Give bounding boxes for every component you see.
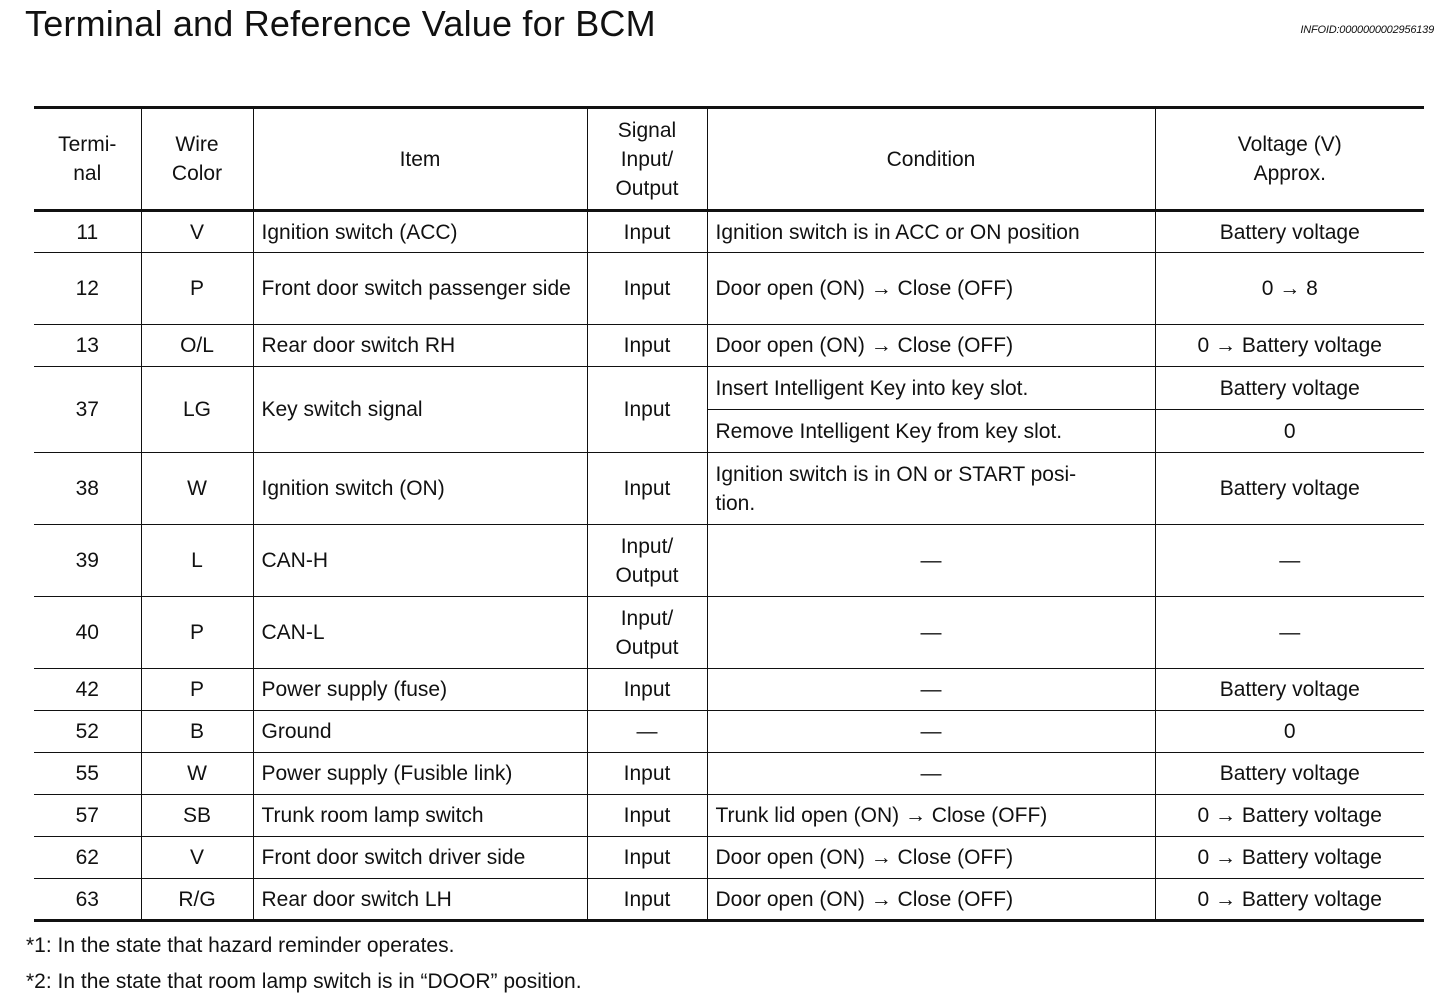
condition-cell: Trunk lid open (ON) → Close (OFF) [707,795,1155,837]
header-wire-color: Wire Color [141,108,253,211]
wire-color-cell: P [141,669,253,711]
condition-cell: — [707,711,1155,753]
voltage-cell: 0 → Battery voltage [1155,325,1424,367]
wire-color-cell: P [141,597,253,669]
terminal-cell: 42 [34,669,141,711]
item-cell: Front door switch driver side [253,837,587,879]
voltage-cell: Battery voltage [1155,669,1424,711]
terminal-cell: 62 [34,837,141,879]
voltage-cell: Battery voltage [1155,211,1424,253]
terminal-cell: 52 [34,711,141,753]
condition-cell: Ignition switch is in ON or START posi- tion. [707,453,1155,525]
signal-cell: Input [587,795,707,837]
table-row [34,753,1424,795]
item-cell: CAN-H [253,525,587,597]
terminal-cell: 39 [34,525,141,597]
signal-cell: Input [587,367,707,453]
terminal-cell: 13 [34,325,141,367]
page-title: Terminal and Reference Value for BCM [25,3,656,44]
table-row [34,711,1424,753]
condition-cell: Door open (ON) → Close (OFF) [707,253,1155,325]
table-row [34,669,1424,711]
terminal-cell: 37 [34,367,141,453]
footnote-1: *1: In the state that hazard reminder operates. [26,934,455,957]
wire-color-cell: B [141,711,253,753]
signal-cell: Input [587,753,707,795]
signal-cell: Input/ Output [587,525,707,597]
wire-color-cell: R/G [141,879,253,921]
footnote-2: *2: In the state that room lamp switch is in “DOOR” position. [26,970,582,993]
wire-color-cell: W [141,453,253,525]
item-cell: Trunk room lamp switch [253,795,587,837]
voltage-cell: 0 → Battery voltage [1155,837,1424,879]
signal-cell: Input [587,253,707,325]
voltage-cell: 0 → Battery voltage [1155,879,1424,921]
table-row [34,525,1424,597]
terminal-cell: 40 [34,597,141,669]
table-row [34,795,1424,837]
item-cell: Front door switch passenger side [253,253,587,325]
signal-cell: Input [587,879,707,921]
header-signal: Signal Input/ Output [587,108,707,211]
condition-cell: — [707,597,1155,669]
table-row [34,837,1424,879]
item-cell: Ignition switch (ACC) [253,211,587,253]
item-cell: Ground [253,711,587,753]
signal-cell: Input [587,669,707,711]
condition-cell: Remove Intelligent Key from key slot. [707,410,1155,453]
condition-cell: Ignition switch is in ACC or ON position [707,211,1155,253]
table-row [34,367,1424,410]
condition-cell: Door open (ON) → Close (OFF) [707,325,1155,367]
item-cell: CAN-L [253,597,587,669]
item-cell: Rear door switch RH [253,325,587,367]
item-cell: Ignition switch (ON) [253,453,587,525]
item-cell: Key switch signal [253,367,587,453]
table-row [34,325,1424,367]
signal-cell: Input [587,453,707,525]
item-cell: Power supply (Fusible link) [253,753,587,795]
voltage-cell: — [1155,597,1424,669]
condition-cell: Insert Intelligent Key into key slot. [707,367,1155,410]
terminal-cell: 38 [34,453,141,525]
voltage-cell: 0 [1155,410,1424,453]
signal-cell: Input/ Output [587,597,707,669]
table-row [34,253,1424,325]
condition-cell: — [707,753,1155,795]
wire-color-cell: V [141,211,253,253]
signal-cell: Input [587,211,707,253]
terminal-reference-table [34,106,1424,922]
header-condition: Condition [707,108,1155,211]
wire-color-cell: L [141,525,253,597]
wire-color-cell: LG [141,367,253,453]
voltage-cell: Battery voltage [1155,453,1424,525]
table-row [34,597,1424,669]
item-cell: Rear door switch LH [253,879,587,921]
condition-cell: — [707,669,1155,711]
signal-cell: — [587,711,707,753]
signal-cell: Input [587,325,707,367]
table-header-row [34,108,1424,211]
wire-color-cell: V [141,837,253,879]
header-item: Item [253,108,587,211]
condition-cell: Door open (ON) → Close (OFF) [707,837,1155,879]
table-row [34,453,1424,525]
voltage-cell: 0 [1155,711,1424,753]
table-row [34,211,1424,253]
signal-cell: Input [587,837,707,879]
voltage-cell: Battery voltage [1155,753,1424,795]
terminal-cell: 55 [34,753,141,795]
table-row [34,879,1424,921]
condition-cell: — [707,525,1155,597]
voltage-cell: Battery voltage [1155,367,1424,410]
header-terminal: Termi- nal [34,108,141,211]
header-voltage: Voltage (V) Approx. [1155,108,1424,211]
item-cell: Power supply (fuse) [253,669,587,711]
condition-cell: Door open (ON) → Close (OFF) [707,879,1155,921]
terminal-cell: 12 [34,253,141,325]
info-id: INFOID:0000000002956139 [1300,24,1434,36]
voltage-cell: — [1155,525,1424,597]
wire-color-cell: P [141,253,253,325]
wire-color-cell: O/L [141,325,253,367]
terminal-cell: 57 [34,795,141,837]
terminal-cell: 63 [34,879,141,921]
wire-color-cell: SB [141,795,253,837]
voltage-cell: 0 → Battery voltage [1155,795,1424,837]
wire-color-cell: W [141,753,253,795]
terminal-cell: 11 [34,211,141,253]
voltage-cell: 0 → 8 [1155,253,1424,325]
